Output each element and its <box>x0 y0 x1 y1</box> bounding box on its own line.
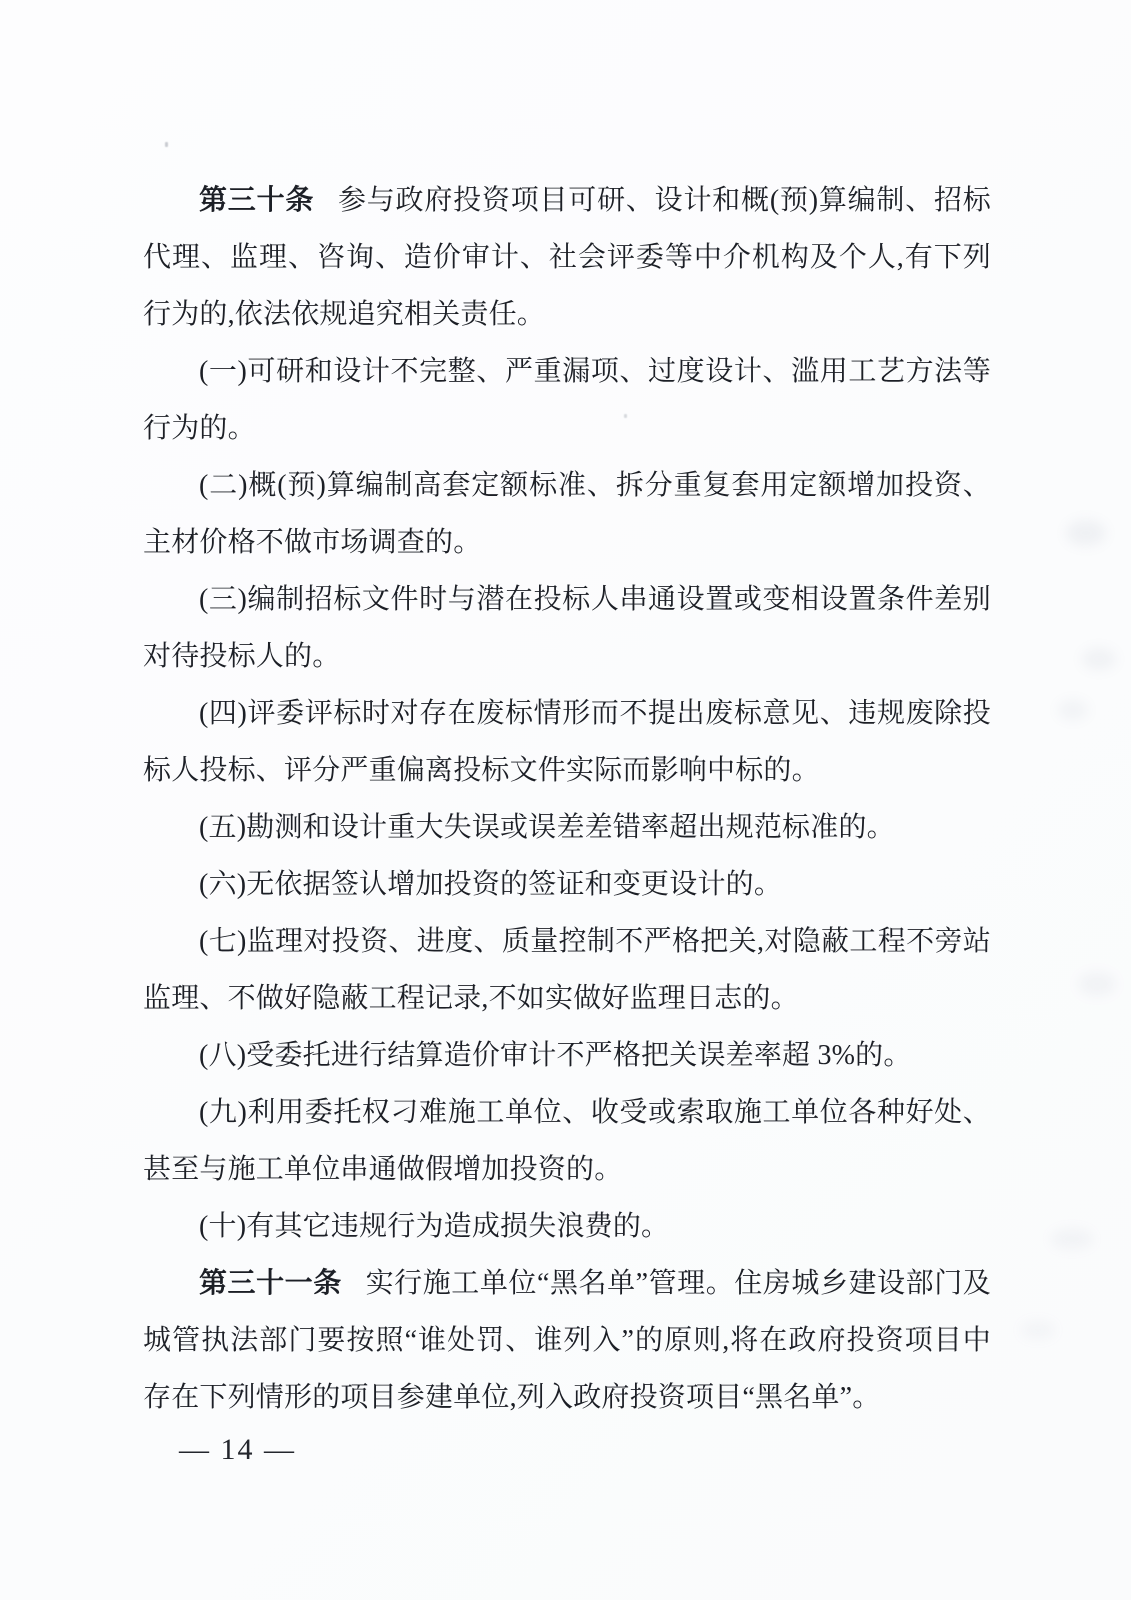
page-number: — 14 — <box>179 1433 296 1466</box>
paragraph-article-30 <box>143 172 991 343</box>
document-text-block <box>143 172 991 1470</box>
paragraph-item-8 <box>143 1027 991 1084</box>
paragraph-body: 参与政府投资项目可研、设计和概(预)算编制、招标代理、监理、咨询、造价审计、社会评委等中介机构及个人,有下列行为的,依法依规追究相关责任。 <box>143 185 991 330</box>
scan-artifact <box>1020 1320 1056 1340</box>
paragraph-body: (三)编制招标文件时与潜在投标人串通设置或变相设置条件差别对待投标人的。 <box>143 584 991 672</box>
paragraph-body: (五)勘测和设计重大失误或误差差错率超出规范标准的。 <box>199 812 895 843</box>
paragraph-item-9 <box>143 1084 991 1198</box>
paragraph-body: (二)概(预)算编制高套定额标准、拆分重复套用定额增加投资、主材价格不做市场调查的。 <box>143 470 991 558</box>
paragraph-body: 实行施工单位“黑名单”管理。住房城乡建设部门及城管执法部门要按照“谁处罚、谁列入”的原则,将在政府投资项目中存在下列情形的项目参建单位,列入政府投资项目“黑名单”。 <box>143 1268 991 1413</box>
scan-artifact <box>1078 972 1116 996</box>
scan-artifact <box>1050 1228 1094 1250</box>
paragraph-item-5 <box>143 799 991 856</box>
paragraph-body: (一)可研和设计不完整、严重漏项、过度设计、滥用工艺方法等行为的。 <box>143 356 991 444</box>
article-number-label: 第三十一条 <box>199 1268 342 1299</box>
paragraph-body: (七)监理对投资、进度、质量控制不严格把关,对隐蔽工程不旁站监理、不做好隐蔽工程记录,不如实做好监理日志的。 <box>143 926 991 1014</box>
scan-artifact <box>1082 648 1116 670</box>
paragraph-item-10 <box>143 1198 991 1255</box>
paragraph-item-4 <box>143 685 991 799</box>
paragraph-item-7 <box>143 913 991 1027</box>
paragraph-item-3 <box>143 571 991 685</box>
scan-artifact <box>1066 520 1106 546</box>
paragraph-body: (四)评委评标时对存在废标情形而不提出废标意见、违规废除投标人投标、评分严重偏离投标文件实际而影响中标的。 <box>143 698 991 786</box>
scan-artifact <box>1058 700 1088 720</box>
paragraph-body: (十)有其它违规行为造成损失浪费的。 <box>199 1211 670 1242</box>
paragraph-body: (九)利用委托权刁难施工单位、收受或索取施工单位各种好处、甚至与施工单位串通做假增加投资的。 <box>143 1097 991 1185</box>
paragraph-body: (八)受委托进行结算造价审计不严格把关误差率超 3%的。 <box>199 1040 912 1071</box>
paragraph-item-2 <box>143 457 991 571</box>
paragraph-body: (六)无依据签认增加投资的签证和变更设计的。 <box>199 869 783 900</box>
scan-speck <box>165 142 168 147</box>
article-number-label: 第三十条 <box>199 185 315 216</box>
paragraph-item-6 <box>143 856 991 913</box>
paragraph-item-1 <box>143 343 991 457</box>
paragraph-article-31 <box>143 1255 991 1426</box>
